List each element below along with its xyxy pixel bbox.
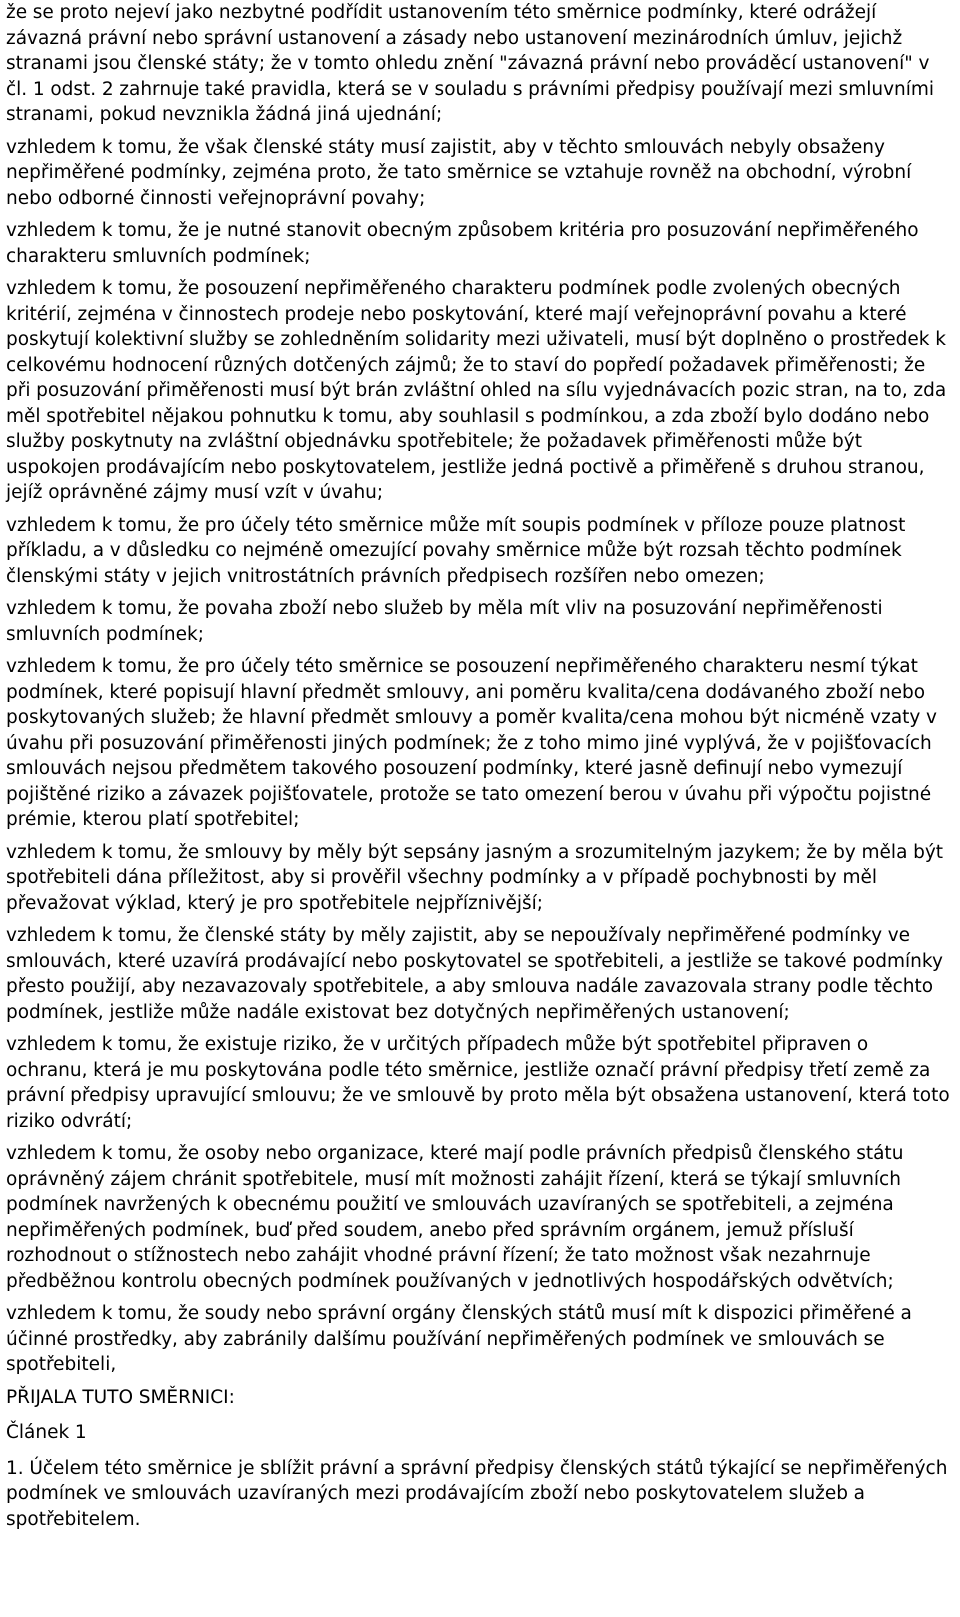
recital-paragraph: vzhledem k tomu, že je nutné stanovit obecným způsobem kritéria pro posuzování nepřiměřeného charakteru smluvních podmínek;: [6, 220, 919, 267]
article-text: 1. Účelem této směrnice je sblížit právní a správní předpisy členských států týkající se nepřiměřených podmínek ve smlouvách uzavíraných mezi prodávajícím zboží nebo poskytovatelem služeb a spotřebitelem.: [6, 1457, 948, 1530]
recital-paragraph: vzhledem k tomu, že pro účely této směrnice se posouzení nepřiměřeného charakteru nesmí týkat podmínek, které popisují hlavní předmět smlouvy, ani poměru kvalita/cena dodávaného zboží nebo poskytovaných služeb; že hlavní předmět smlouvy a poměr kvalita/cena mohou být nicméně vzaty v úvahu při posuzování přiměřenosti jiných podmínek; že z toho mimo jiné vyplývá, že v pojišťovacích smlouvách nejsou předmětem takového posouzení podmínky, které jasně definují nebo vymezují pojištěné riziko a závazek pojišťovatele, protože se tato omezení berou v úvahu při výpočtu pojistné prémie, kterou platí spotřebitel;: [6, 656, 937, 830]
adoption-statement: PŘIJALA TUTO SMĚRNICI:: [6, 1386, 235, 1408]
article-heading: Článek 1: [6, 1422, 87, 1443]
recital-paragraph: vzhledem k tomu, že smlouvy by měly být sepsány jasným a srozumitelným jazykem; že by měla být spotřebiteli dána příležitost, aby si prověřil všechny podmínky a v případě pochybnosti by měl převažovat výklad, který je pro spotřebitele nejpříznivější;: [6, 841, 944, 914]
recital-paragraph: že se proto nejeví jako nezbytné podřídit ustanovením této směrnice podmínky, které odrážejí závazná právní nebo správní ustanovení a zásady nebo ustanovení mezinárodních úmluv, jejichž stranami jsou členské státy; že v tomto ohledu znění "závazná právní nebo prováděcí ustanovení" v čl. 1 odst. 2 zahrnuje také pravidla, která se v souladu s právními předpisy používají mezi smluvními stranami, pokud nevznikla žádná jiná ujednání;: [6, 2, 935, 125]
recital-paragraph: vzhledem k tomu, že členské státy by měly zajistit, aby se nepoužívaly nepřiměřené podmínky ve smlouvách, které uzavírá prodávající nebo poskytovatel se spotřebiteli, a jestliže se takové podmínky přesto použijí, aby nezavazovaly spotřebitele, a aby smlouva nadále zavazovala strany podle těchto podmínek, jestliže může nadále existovat bez dotyčných nepřiměřených ustanovení;: [6, 925, 943, 1023]
recital-paragraph: vzhledem k tomu, že pro účely této směrnice může mít soupis podmínek v příloze pouze platnost příkladu, a v důsledku co nejméně omezující povahy směrnice může být rozsah těchto podmínek členskými státy v jejich vnitrostátních právních předpisech rozšířen nebo omezen;: [6, 514, 906, 587]
recital-paragraph: vzhledem k tomu, že povaha zboží nebo služeb by měla mít vliv na posuzování nepřiměřenosti smluvních podmínek;: [6, 598, 883, 645]
recital-paragraph: vzhledem k tomu, že osoby nebo organizace, které mají podle právních předpisů členského státu oprávněný zájem chránit spotřebitele, musí mít možnosti zahájit řízení, která se týkají smluvních podmínek navržených k obecnému použití ve smlouvách uzavíraných se spotřebiteli, a zejména nepřiměřených podmínek, buď před soudem, anebo před správním orgánem, jemuž přísluší rozhodnout o stížnostech nebo zahájit vhodné právní řízení; že tato možnost však nezahrnuje předběžnou kontrolu obecných podmínek používaných v jednotlivých hospodářských odvětvích;: [6, 1143, 904, 1292]
recital-paragraph: vzhledem k tomu, že existuje riziko, že v určitých případech může být spotřebitel připraven o ochranu, která je mu poskytována podle této směrnice, jestliže označí právní předpisy třetí země za právní předpisy upravující smlouvu; že ve smlouvě by proto měla být obsažena ustanovení, která toto riziko odvrátí;: [6, 1034, 950, 1132]
recital-paragraph: vzhledem k tomu, že posouzení nepřiměřeného charakteru podmínek podle zvolených obecných kritérií, zejména v činnostech prodeje nebo poskytování, které mají veřejnoprávní povahu a které poskytují kolektivní služby se zohledněním solidarity mezi uživateli, musí být doplněno o prostředek k celkovému hodnocení různých dotčených zájmů; že to staví do popředí požadavek přiměřenosti; že při posuzování přiměřenosti musí být brán zvláštní ohled na sílu vyjednávacích pozic stran, na to, zda měl spotřebitel nějakou pohnutku k tomu, aby souhlasil s podmínkou, a zda zboží bylo dodáno nebo služby poskytnuty na zvláštní objednávku spotřebitele; že požadavek přiměřenosti může být uspokojen prodávajícím nebo poskytovatelem, jestliže jedná poctivě a přiměřeně s druhou stranou, jejíž oprávněné zájmy musí vzít v úvahu;: [6, 278, 947, 503]
recital-paragraph: vzhledem k tomu, že soudy nebo správní orgány členských států musí mít k dispozici přiměřené a účinné prostředky, aby zabránily dalšímu používání nepřiměřených podmínek ve smlouvách se spotřebiteli,: [6, 1303, 912, 1375]
recital-paragraph: vzhledem k tomu, že však členské státy musí zajistit, aby v těchto smlouvách nebyly obsaženy nepřiměřené podmínky, zejména proto, že tato směrnice se vztahuje rovněž na obchodní, výrobní nebo odborné činnosti veřejnoprávní povahy;: [6, 136, 912, 209]
